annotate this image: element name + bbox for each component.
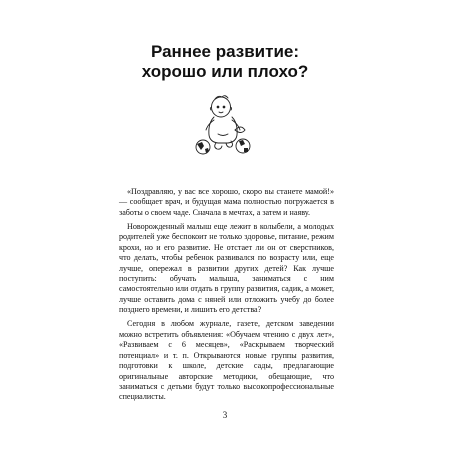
page-title-line-2: хорошо или плохо? — [141, 62, 309, 81]
page-title — [100, 42, 350, 82]
body-text — [119, 187, 334, 407]
paragraph-3: Сегодня в любом журнале, газете, детском заведении можно встретить объявления: «Обучаем чтению с двух лет», «Развиваем с 6 месяцев», «Раскрываем творческий потенциал» и т. п. Открываются новые группы развития, подготовки к школе, детские сады, предлагающие оригинальные авторские методики, обещающие, что заниматься с детьми будут только высокопрофессиональные специалисты. — [119, 319, 334, 402]
paragraph-2: Новорожденный малыш еще лежит в колыбели, а молодых родителей уже беспокоит не только здоровье, питание, режим крохи, но и его развитие. Не отстает ли он от сверстников, что делать, чтобы ребенок развивался по возрасту или, еще лучше, опережал в развитии других детей? Как лучше поступить: обучать малыша, заниматься с ним самостоятельно или отдать в группу развития, садик, а может, лучше оставить дома с няней или отложить учебу до более позднего времени, и лишить его детства? — [119, 222, 334, 315]
baby-with-toys-icon — [188, 90, 258, 160]
page-title-line-1: Раннее развитие: — [150, 42, 300, 61]
page-number: 3 — [222, 410, 228, 420]
paragraph-1: «Поздравляю, у вас все хорошо, скоро вы станете мамой!» — сообщает врач, и будущая мама полностью погружается в заботы о своем чаде. Сначала в мечтах, а затем и наяву. — [119, 187, 334, 217]
